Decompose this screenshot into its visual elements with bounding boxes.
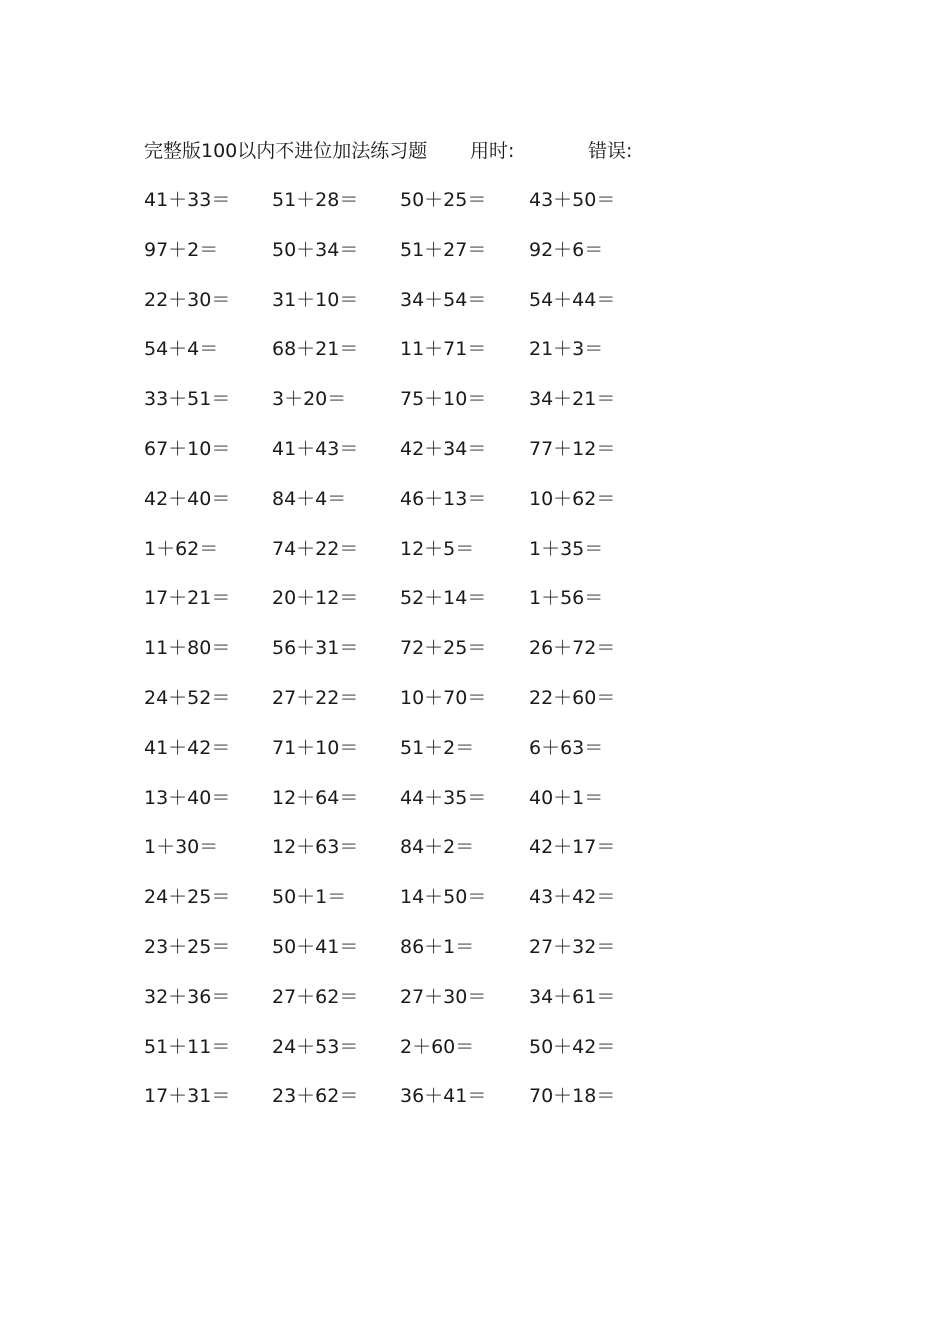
- addition-problem: 1＋30＝: [144, 836, 219, 859]
- addition-problem: 11＋80＝: [144, 637, 231, 660]
- addition-problem: 12＋63＝: [272, 836, 359, 859]
- addition-problem: 51＋27＝: [400, 238, 487, 261]
- addition-problem: 27＋62＝: [272, 985, 359, 1008]
- time-label: 用时:: [470, 140, 515, 162]
- addition-problem: 27＋22＝: [272, 687, 359, 709]
- addition-problem: 34＋21＝: [529, 388, 616, 411]
- addition-problem: 23＋25＝: [144, 936, 231, 958]
- addition-problem: 23＋62＝: [272, 1085, 359, 1108]
- addition-problem: 17＋21＝: [144, 587, 231, 610]
- addition-problem: 24＋53＝: [272, 1035, 359, 1058]
- addition-problem: 92＋6＝: [529, 238, 604, 261]
- addition-problem: 50＋41＝: [272, 936, 359, 958]
- addition-problem: 34＋54＝: [400, 288, 487, 311]
- addition-problem: 41＋43＝: [272, 438, 359, 460]
- addition-problem: 11＋71＝: [400, 338, 487, 361]
- addition-problem: 2＋60＝: [400, 1035, 475, 1058]
- addition-problem: 1＋56＝: [529, 587, 604, 610]
- addition-problem: 34＋61＝: [529, 985, 616, 1008]
- addition-problem: 77＋12＝: [529, 438, 616, 460]
- addition-problem: 50＋1＝: [272, 886, 347, 909]
- addition-problem: 27＋32＝: [529, 936, 616, 958]
- addition-problem: 3＋20＝: [272, 388, 347, 411]
- addition-problem: 32＋36＝: [144, 985, 231, 1008]
- addition-problem: 24＋25＝: [144, 886, 231, 909]
- addition-problem: 74＋22＝: [272, 537, 359, 560]
- addition-problem: 42＋40＝: [144, 487, 231, 510]
- addition-problem: 46＋13＝: [400, 487, 487, 510]
- addition-problem: 27＋30＝: [400, 985, 487, 1008]
- addition-problem: 86＋1＝: [400, 936, 475, 958]
- addition-problem: 26＋72＝: [529, 637, 616, 660]
- addition-problem: 84＋4＝: [272, 487, 347, 510]
- addition-problem: 67＋10＝: [144, 438, 231, 460]
- addition-problem: 43＋50＝: [529, 189, 616, 211]
- addition-problem: 6＋63＝: [529, 736, 604, 759]
- addition-problem: 51＋28＝: [272, 189, 359, 211]
- addition-problem: 68＋21＝: [272, 338, 359, 361]
- addition-problem: 44＋35＝: [400, 786, 487, 809]
- addition-problem: 22＋30＝: [144, 288, 231, 311]
- addition-problem: 22＋60＝: [529, 687, 616, 709]
- addition-problem: 52＋14＝: [400, 587, 487, 610]
- addition-problem: 31＋10＝: [272, 288, 359, 311]
- addition-problem: 12＋5＝: [400, 537, 475, 560]
- addition-problem: 42＋34＝: [400, 438, 487, 460]
- addition-problem: 10＋70＝: [400, 687, 487, 709]
- addition-problem: 10＋62＝: [529, 487, 616, 510]
- worksheet-header: [144, 136, 744, 166]
- addition-problem: 1＋62＝: [144, 537, 219, 560]
- addition-problem: 12＋64＝: [272, 786, 359, 809]
- errors-label: 错误:: [588, 140, 633, 162]
- addition-problem: 41＋42＝: [144, 736, 231, 759]
- addition-problem: 71＋10＝: [272, 736, 359, 759]
- addition-problem: 50＋42＝: [529, 1035, 616, 1058]
- addition-problem: 20＋12＝: [272, 587, 359, 610]
- addition-problem: 84＋2＝: [400, 836, 475, 859]
- addition-problem: 40＋1＝: [529, 786, 604, 809]
- addition-problem: 36＋41＝: [400, 1085, 487, 1108]
- addition-problem: 75＋10＝: [400, 388, 487, 411]
- addition-problem: 33＋51＝: [144, 388, 231, 411]
- worksheet-title: 完整版100以内不进位加法练习题: [144, 140, 428, 162]
- addition-problem: 54＋44＝: [529, 288, 616, 311]
- addition-problem: 21＋3＝: [529, 338, 604, 361]
- addition-problem: 42＋17＝: [529, 836, 616, 859]
- addition-problem: 72＋25＝: [400, 637, 487, 660]
- addition-problem: 56＋31＝: [272, 637, 359, 660]
- addition-problem: 13＋40＝: [144, 786, 231, 809]
- addition-problem: 51＋11＝: [144, 1035, 231, 1058]
- addition-problem: 24＋52＝: [144, 687, 231, 709]
- addition-problem: 41＋33＝: [144, 189, 231, 211]
- addition-problem: 54＋4＝: [144, 338, 219, 361]
- addition-problem: 17＋31＝: [144, 1085, 231, 1108]
- addition-problem: 97＋2＝: [144, 238, 219, 261]
- addition-problem: 50＋25＝: [400, 189, 487, 211]
- addition-problem: 43＋42＝: [529, 886, 616, 909]
- addition-problem: 14＋50＝: [400, 886, 487, 909]
- addition-problem: 1＋35＝: [529, 537, 604, 560]
- addition-problem: 51＋2＝: [400, 736, 475, 759]
- addition-problem: 70＋18＝: [529, 1085, 616, 1108]
- addition-problem: 50＋34＝: [272, 238, 359, 261]
